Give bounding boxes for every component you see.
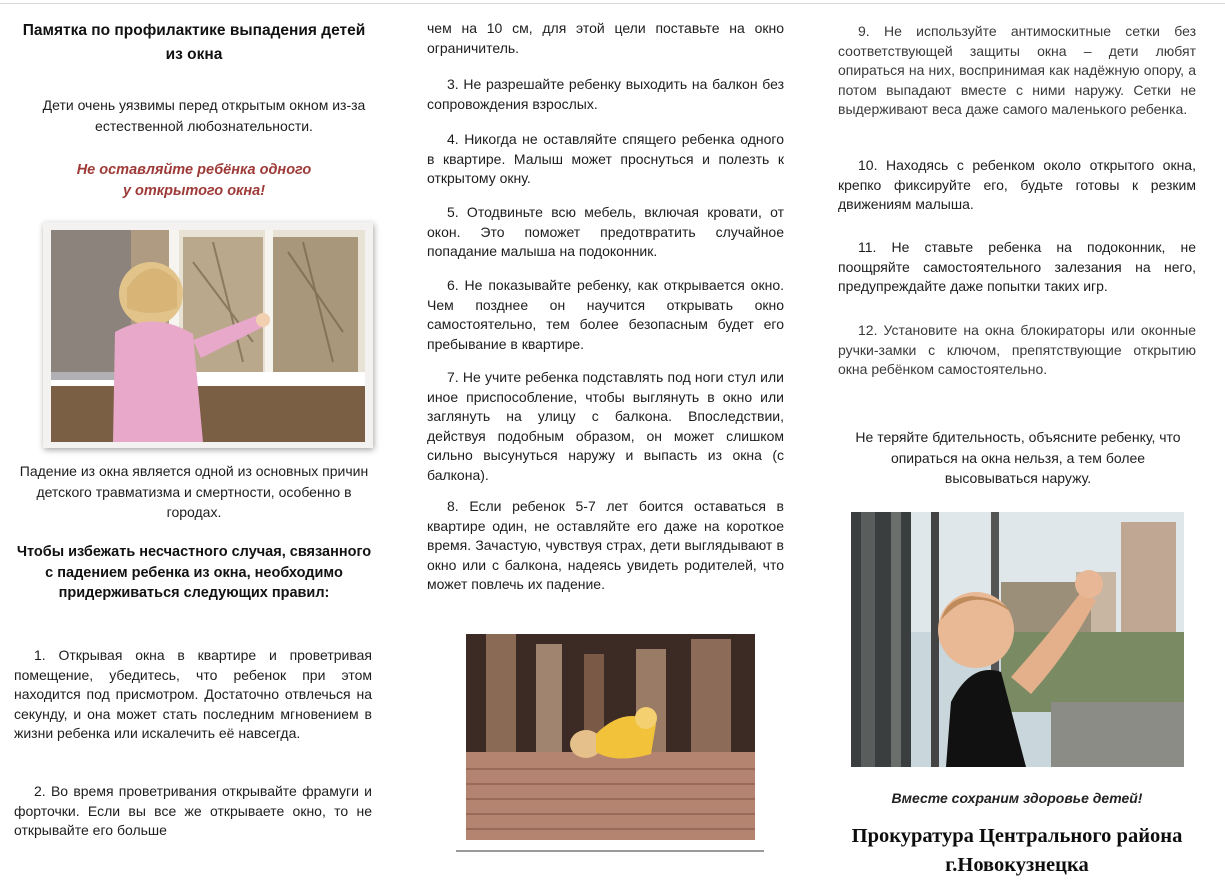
rule-6: 6. Не показывайте ребенку, как открывается окно. Чем позднее он научится открывать окно самостоятельно, тем более безопасным будет его пребывание в квартире.: [427, 277, 784, 352]
rule-7: 7. Не учите ребенка подставлять под ноги стул или иное приспособление, чтобы выглянуть в окно или заглянуть на улицу с балкона. Впоследствии, действуя подобным образом, он может слишком сильно высунуться наружу и выпасть из окна (с балкона).: [427, 369, 784, 483]
rule-4: 4. Никогда не оставляйте спящего ребенка одного в квартире. Малыш может проснуться и полезть к открытому окну.: [427, 131, 784, 187]
toddler-at-window-image: [851, 512, 1184, 767]
photo-child-on-balcony: [466, 634, 755, 840]
warning-line-2: у открытого окна!: [122, 183, 266, 199]
rule-9: 9. Не используйте антимоскитные сетки без соответствующей защиты окна – дети любят опираться на них, воспринимая как надёжную опору, а потом выпадают вместе с ними наружу. Сетки не выдерживают веса даже самого маленького ребенка.: [838, 23, 1196, 118]
rule-3: 3. Не разрешайте ребенку выходить на балкон без сопровождения взрослых.: [427, 76, 784, 112]
rule-11: 11. Не ставьте ребенка на подоконник, не поощряйте самостоятельного залезания на него, предупреждайте даже попытки таких игр.: [838, 239, 1196, 295]
rule-1: 1. Открывая окна в квартире и проветривая помещение, убедитесь, что ребенок при этом находится под присмотром. Достаточно отвлечься на секунду, и она может стать последним мгновением в жизни ребенка или искалечить её навсегда.: [14, 647, 372, 742]
photo-caption: Падение из окна является одной из основных причин детского травматизма и смертности, особенно в городах.: [19, 463, 369, 520]
office-line-2: г.Новокузнецка: [945, 854, 1089, 876]
rules-heading: Чтобы избежать несчастного случая, связанного с падением ребенка из окна, необходимо придерживаться следующих правил:: [16, 544, 372, 601]
slogan: Вместе сохраним здоровье детей!: [891, 790, 1143, 806]
girl-at-window-image: [43, 222, 373, 448]
top-border: [0, 3, 1225, 4]
intro-text: Дети очень уязвимы перед открытым окном из-за естественной любознательности.: [42, 97, 366, 134]
bottom-divider: [456, 850, 764, 852]
rule-10: 10. Находясь с ребенком около открытого окна, крепко фиксируйте его, будьте готовы к резким движениям малыша.: [838, 157, 1196, 213]
closing-advice: Не теряйте бдительность, объясните ребенку, что опираться на окна нельзя, а тем более высовываться наружу.: [855, 429, 1181, 486]
office-line-1: Прокуратура Центрального района: [851, 825, 1183, 847]
child-on-balcony-image: [466, 634, 755, 840]
rule-12: 12. Установите на окна блокираторы или оконные ручки-замки с ключом, препятствующие открытию окна ребёнком самостоятельно.: [838, 322, 1196, 378]
rule-5: 5. Отодвиньте всю мебель, включая кровати, от окон. Это поможет предотвратить случайное попадание малыша на подоконник.: [427, 204, 784, 260]
rule-8: 8. Если ребенок 5-7 лет боится оставаться в квартире один, не оставляйте его даже на короткое время. Зачастую, чувствуя страх, дети выглядывают в окно или с балкона, надеясь увидеть родителей, что может повлечь их падение.: [427, 498, 784, 593]
photo-toddler-at-window: [851, 512, 1184, 767]
rule-2: 2. Во время проветривания открывайте фрамуги и форточки. Если вы все же открываете окно, то не открывайте его больше: [14, 783, 372, 839]
photo-girl-at-window: [43, 222, 373, 448]
warning-box: [14, 160, 374, 202]
warning-line-1: Не оставляйте ребёнка одного: [76, 162, 312, 178]
rule-2-continued: чем на 10 см, для этой цели поставьте на окно ограничитель.: [427, 20, 784, 56]
leaflet-title: Памятка по профилактике выпадения детей из окна: [22, 22, 366, 63]
